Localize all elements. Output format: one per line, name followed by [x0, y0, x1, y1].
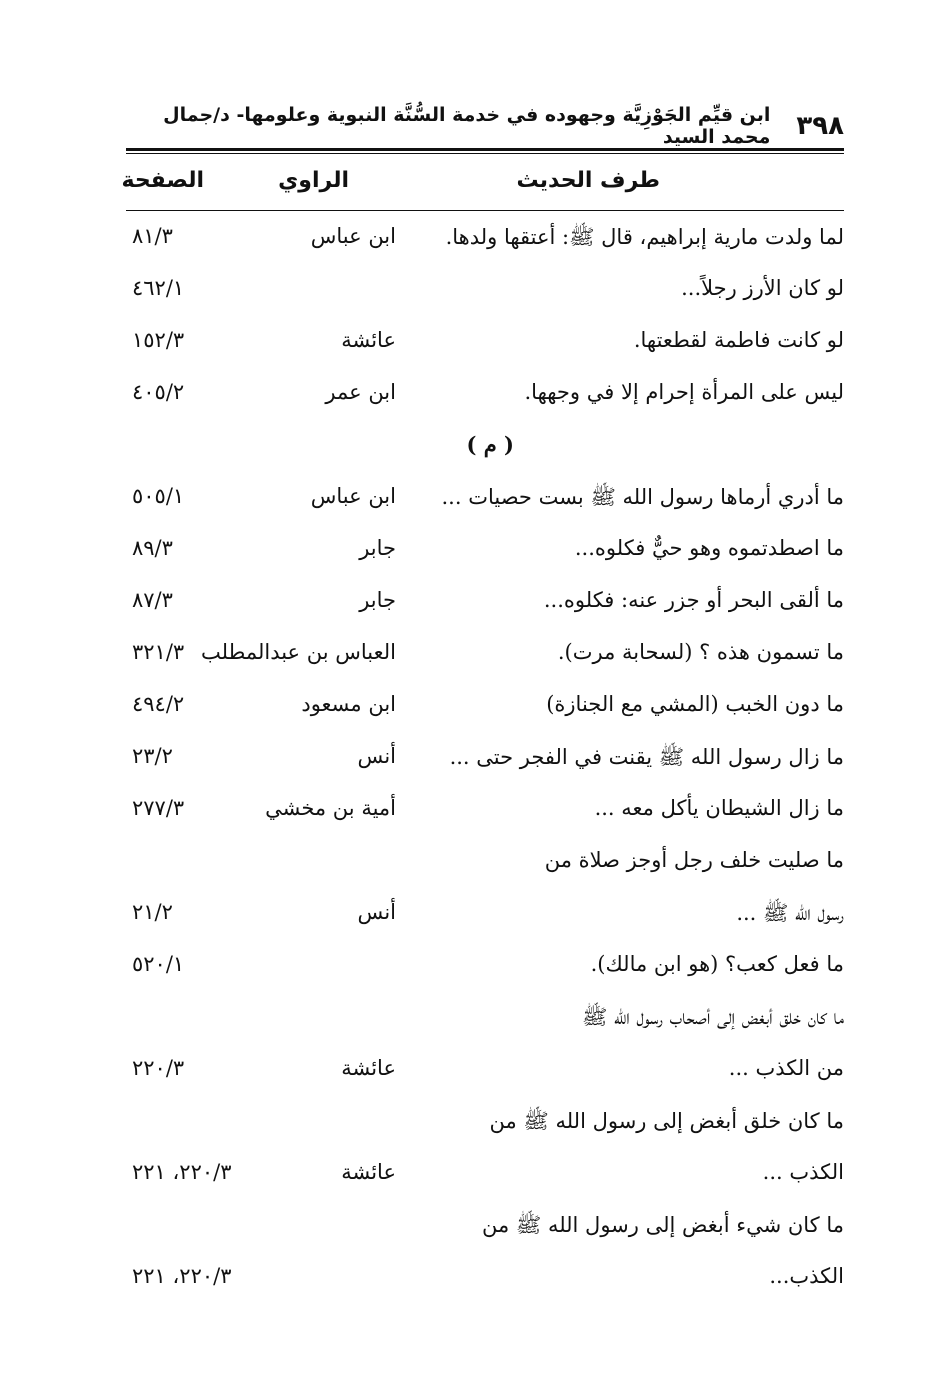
table-row — [126, 472, 844, 524]
table-row — [126, 368, 844, 420]
hadith-text: ما أدري أرماها رسول الله ﷺ بست حصيات ... — [441, 485, 844, 509]
table-row — [126, 992, 844, 1044]
page-ref: ٥٠٥/١ — [132, 484, 185, 508]
hadith-text: ليس على المرأة إحرام إلا في وجهها. — [524, 380, 844, 404]
page-ref: ٤٦٢/١ — [132, 276, 185, 300]
table-row — [126, 940, 844, 992]
page-ref: ٨١/٣ — [132, 224, 173, 248]
page-ref: ٢١/٢ — [132, 900, 173, 924]
column-header-rule — [126, 210, 844, 211]
page-ref: ٢٢٠/٣ — [132, 1056, 185, 1080]
page-ref: ٢٧٧/٣ — [132, 796, 185, 820]
narrator: عائشة — [341, 1056, 396, 1080]
narrator: ابن عباس — [310, 484, 396, 508]
page-number: ٣٩٨ — [796, 111, 844, 141]
narrator: أنس — [357, 744, 396, 768]
narrator: أنس — [357, 900, 396, 924]
running-header — [126, 104, 844, 148]
column-headers — [121, 160, 844, 208]
table-row — [126, 836, 844, 888]
table-row — [126, 576, 844, 628]
hadith-text: رسول الله ﷺ ... — [736, 901, 844, 925]
hadith-text: ما زال رسول الله ﷺ يقنت في الفجر حتى ... — [449, 745, 844, 769]
column-header-page: الصفحة — [121, 168, 204, 193]
table-row — [126, 1096, 844, 1148]
hadith-text: لما ولدت مارية إبراهيم، قال ﷺ: أعتقها ولدها. — [445, 225, 844, 249]
section-heading — [126, 420, 844, 472]
hadith-text: ما كان خلق أبغض إلى أصحاب رسول الله ﷺ — [582, 1005, 844, 1029]
hadith-text: الكذب ... — [762, 1160, 844, 1184]
page-ref: ٨٧/٣ — [132, 588, 173, 612]
column-header-rawi: الراوي — [278, 168, 349, 193]
narrator: أمية بن مخشي — [265, 796, 396, 820]
narrator: ابن عباس — [310, 224, 396, 248]
hadith-text: ما كان شيء أبغض إلى رسول الله ﷺ من — [481, 1213, 844, 1237]
hadith-text: ما صليت خلف رجل أوجز صلاة من — [544, 848, 844, 872]
hadith-text: ما تسمون هذه ؟ (لسحابة مرت). — [557, 640, 844, 664]
table-row — [126, 888, 844, 940]
hadith-text: ما زال الشيطان يأكل معه ... — [594, 796, 844, 820]
table-row — [126, 784, 844, 836]
page-ref: ٣٢١/٣ — [132, 640, 185, 664]
table-row — [126, 264, 844, 316]
page-ref: ٢٢٠/٣، ٢٢١ — [132, 1264, 232, 1288]
narrator: ابن مسعود — [301, 692, 396, 716]
hadith-text: من الكذب ... — [728, 1056, 844, 1080]
book-title: ابن قيِّم الجَوْزِيَّة وجهوده في خدمة السُّنَّة النبوية وعلومها- د/جمال محمد السيد — [163, 104, 771, 148]
table-row — [126, 212, 844, 264]
table-row — [126, 628, 844, 680]
hadith-text: ما دون الخبب (المشي مع الجنازة) — [546, 692, 844, 716]
page-ref: ٤٠٥/٢ — [132, 380, 185, 404]
table-row — [126, 680, 844, 732]
narrator: جابر — [359, 588, 396, 612]
hadith-text: لو كان الأرز رجلاً... — [681, 276, 844, 300]
page-ref: ٨٩/٣ — [132, 536, 173, 560]
table-row — [126, 1252, 844, 1304]
narrator: العباس بن عبدالمطلب — [201, 640, 396, 664]
narrator: عائشة — [341, 328, 396, 352]
narrator: ابن عمر — [325, 380, 396, 404]
hadith-text: ( م ) — [466, 432, 514, 457]
table-row — [126, 732, 844, 784]
hadith-text: لو كانت فاطمة لقطعتها. — [633, 328, 844, 352]
table-row — [126, 1200, 844, 1252]
hadith-text: ما اصطدتموه وهو حيٌّ فكلوه... — [574, 536, 844, 560]
table-row — [126, 1044, 844, 1096]
hadith-text: ما فعل كعب؟ (هو ابن مالك). — [590, 952, 844, 976]
index-table — [126, 212, 844, 1304]
column-header-hadith: طرف الحديث — [516, 168, 660, 193]
hadith-text: ما ألقى البحر أو جزر عنه: فكلوه... — [543, 588, 844, 612]
table-row — [126, 524, 844, 576]
table-row — [126, 316, 844, 368]
page-ref: ٢٢٠/٣، ٢٢١ — [132, 1160, 232, 1184]
page-ref: ٥٢٠/١ — [132, 952, 185, 976]
header-rule-thin — [126, 153, 844, 154]
page-ref: ١٥٢/٣ — [132, 328, 185, 352]
page-ref: ٤٩٤/٢ — [132, 692, 185, 716]
header-rule — [126, 148, 844, 151]
table-row — [126, 1148, 844, 1200]
hadith-text: ما كان خلق أبغض إلى رسول الله ﷺ من — [489, 1109, 844, 1133]
hadith-text: الكذب... — [769, 1264, 844, 1288]
narrator: عائشة — [341, 1160, 396, 1184]
narrator: جابر — [359, 536, 396, 560]
page-ref: ٢٣/٢ — [132, 744, 173, 768]
